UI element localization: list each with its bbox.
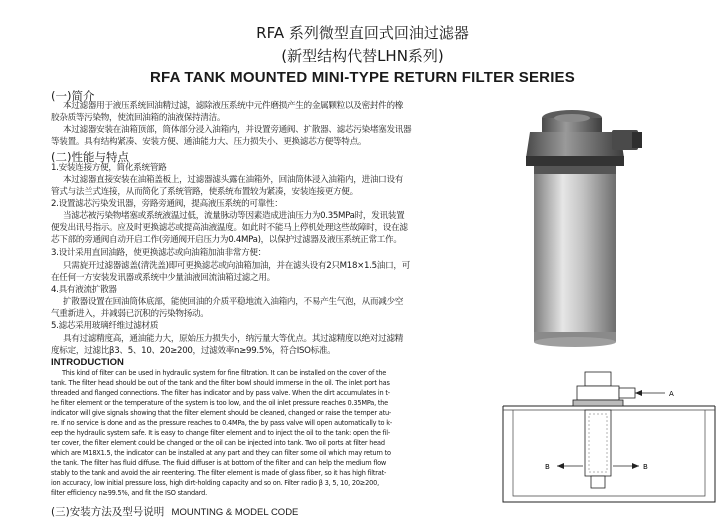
filter-product-image	[520, 108, 650, 350]
feature-line: 2.设置滤芯污染发讯器，旁路旁通阀，提高液压系统的可靠性：	[51, 199, 283, 209]
mounting-heading-en: MOUNTING & MODEL CODE	[171, 507, 299, 518]
feature-line: 只需旋开过滤器滤盖(清洗盖)即可更换滤芯或向油箱加油，并在滤头设有2只M18×1.5油口，可	[63, 261, 410, 271]
port-label-b: B	[545, 463, 550, 471]
intro-en-line: ter cover, the filter element could be changed or the oil can be injected into tank. Two oil ports at filter head	[51, 438, 385, 447]
feature-line: 气重新进入，并减弱已沉积的污染物扬动。	[51, 309, 209, 319]
feature-line: 具有过滤精度高，通油能力大，原始压力损失小，纳污量大等优点。其过滤精度以绝对过滤精	[63, 334, 404, 344]
intro-en-line: indicator will give signals showing that the filter element should be cleaned, changed or raise the temper atu-	[51, 408, 392, 417]
intro-en-line: filter efficiency n≥99.5%, and fit the ISO standard.	[51, 488, 207, 497]
intro-en-line: stably to the tank and avoid the air reentering. The filter element is made of glass fiber, so it has high filtrat-	[51, 468, 387, 477]
mounting-heading	[51, 504, 298, 519]
features-heading: (二)性能与特点	[51, 150, 129, 164]
feature-line: 管式与法兰式连接，从而简化了系统管路，使系统布置较为紧凑，安装连接更方便。	[51, 187, 358, 197]
feature-line: 当滤芯被污染物堵塞或系统液温过低，流量脉动等因素造成进油压力为0.35MPa时，发讯装置	[63, 211, 405, 221]
mounting-heading-cn: (三)安装方法及型号说明	[51, 506, 165, 518]
intro-en-line: re. If no service is done and as the pressure reaches to 0.4MPa, the by pass valve will open automatically to k-	[51, 418, 393, 427]
intro-en-line: ion accuracy, low initial pressure loss, high dirt-holding capacity and so on. Filter radio β 3, 5, 10, 20≥200,	[51, 478, 379, 487]
feature-line: 5.滤芯采用玻璃纤维过滤材质	[51, 321, 159, 331]
feature-line: 便发出讯号指示。应及时更换滤芯或提高油液温度。如此时不能马上停机处理这些故障时，设在滤	[51, 223, 408, 233]
port-label-a: A	[669, 390, 674, 398]
feature-line: 1.安装连接方便，简化系统管路	[51, 163, 167, 173]
feature-line: 3.设计采用直回油路，使更换滤芯或向油箱加油非常方便：	[51, 248, 266, 258]
intro-cn-line: 本过滤器安装在油箱顶部，筒体部分浸入油箱内，并设置旁通阀、扩散器、滤芯污染堵塞发讯器	[63, 125, 412, 135]
intro-cn-heading: (一)简介	[51, 89, 95, 103]
english-title: RFA TANK MOUNTED MINI-TYPE RETURN FILTER SERIES	[150, 69, 575, 86]
intro-cn-line: 胶杂质等污染物，使流回油箱的油液保持清洁。	[51, 113, 226, 123]
intro-cn-line: 等装置。具有结构紧凑、安装方便、通油能力大、压力损失小、更换滤芯方便等特点。	[51, 137, 367, 147]
chinese-subtitle: (新型结构代替LHN系列)	[281, 47, 444, 65]
intro-en-line: tank. The filter head should be out of the tank and the filter bowl should immerse in the oil. The inlet port has	[51, 378, 390, 387]
intro-en-line: threaded and flanged connections. The filter has indicator and by pass valve. When the dirt accumulates in t-	[51, 388, 390, 397]
port-label-b: B	[643, 463, 648, 471]
intro-cn-line: 本过滤器用于液压系统回油精过滤，滤除液压系统中元件磨损产生的金属颗粒以及密封件的橡	[63, 101, 404, 111]
feature-line: 度标定，过滤比β3、5、10、20≥200，过滤效率n≥99.5%，符合ISO标准。	[51, 346, 336, 356]
feature-line: 扩散器设置在回油筒体底部，能使回油的介质平稳地流入油箱内，不易产生气泡，从而减少空	[63, 297, 404, 307]
intro-en-line: eep the hydraulic system safe. It is easy to change filter element and to inject the oil to the tank: open the fil-	[51, 428, 391, 437]
intro-en-line: which are M18X1.5, the indicator can be installed at any part and they can filter some oil which may return to	[51, 448, 391, 457]
intro-en-line: he filter element or the temperature of the system is too low, and the oil inlet pressure reaches 0.35MPa, the	[51, 398, 389, 407]
feature-line: 在任何一方安装发讯器或系统中少量油液回流油箱过滤之用。	[51, 273, 275, 283]
intro-en-line: This kind of filter can be used in hydraulic system for fine filtration. It can be installed on the cover of the	[62, 368, 387, 377]
tank-mounting-diagram	[497, 352, 725, 522]
feature-line: 芯下部的旁通阀自动开启工作(旁通阀开启压力为0.4MPa)，以保护过滤器及液压系统正常工作。	[51, 235, 402, 245]
chinese-title: RFA 系列微型直回式回油过滤器	[256, 24, 469, 42]
intro-en-heading: INTRODUCTION	[51, 357, 124, 368]
intro-en-line: the tank. The filter has fluid diffuse. The fluid diffuser is at bottom of the filter and can help the medium flow	[51, 458, 387, 467]
feature-line: 本过滤器直接安装在油箱盖板上，过滤器滤头露在油箱外，回油筒体浸入油箱内，进油口设有	[63, 175, 404, 185]
feature-line: 4.具有液流扩散器	[51, 285, 117, 295]
